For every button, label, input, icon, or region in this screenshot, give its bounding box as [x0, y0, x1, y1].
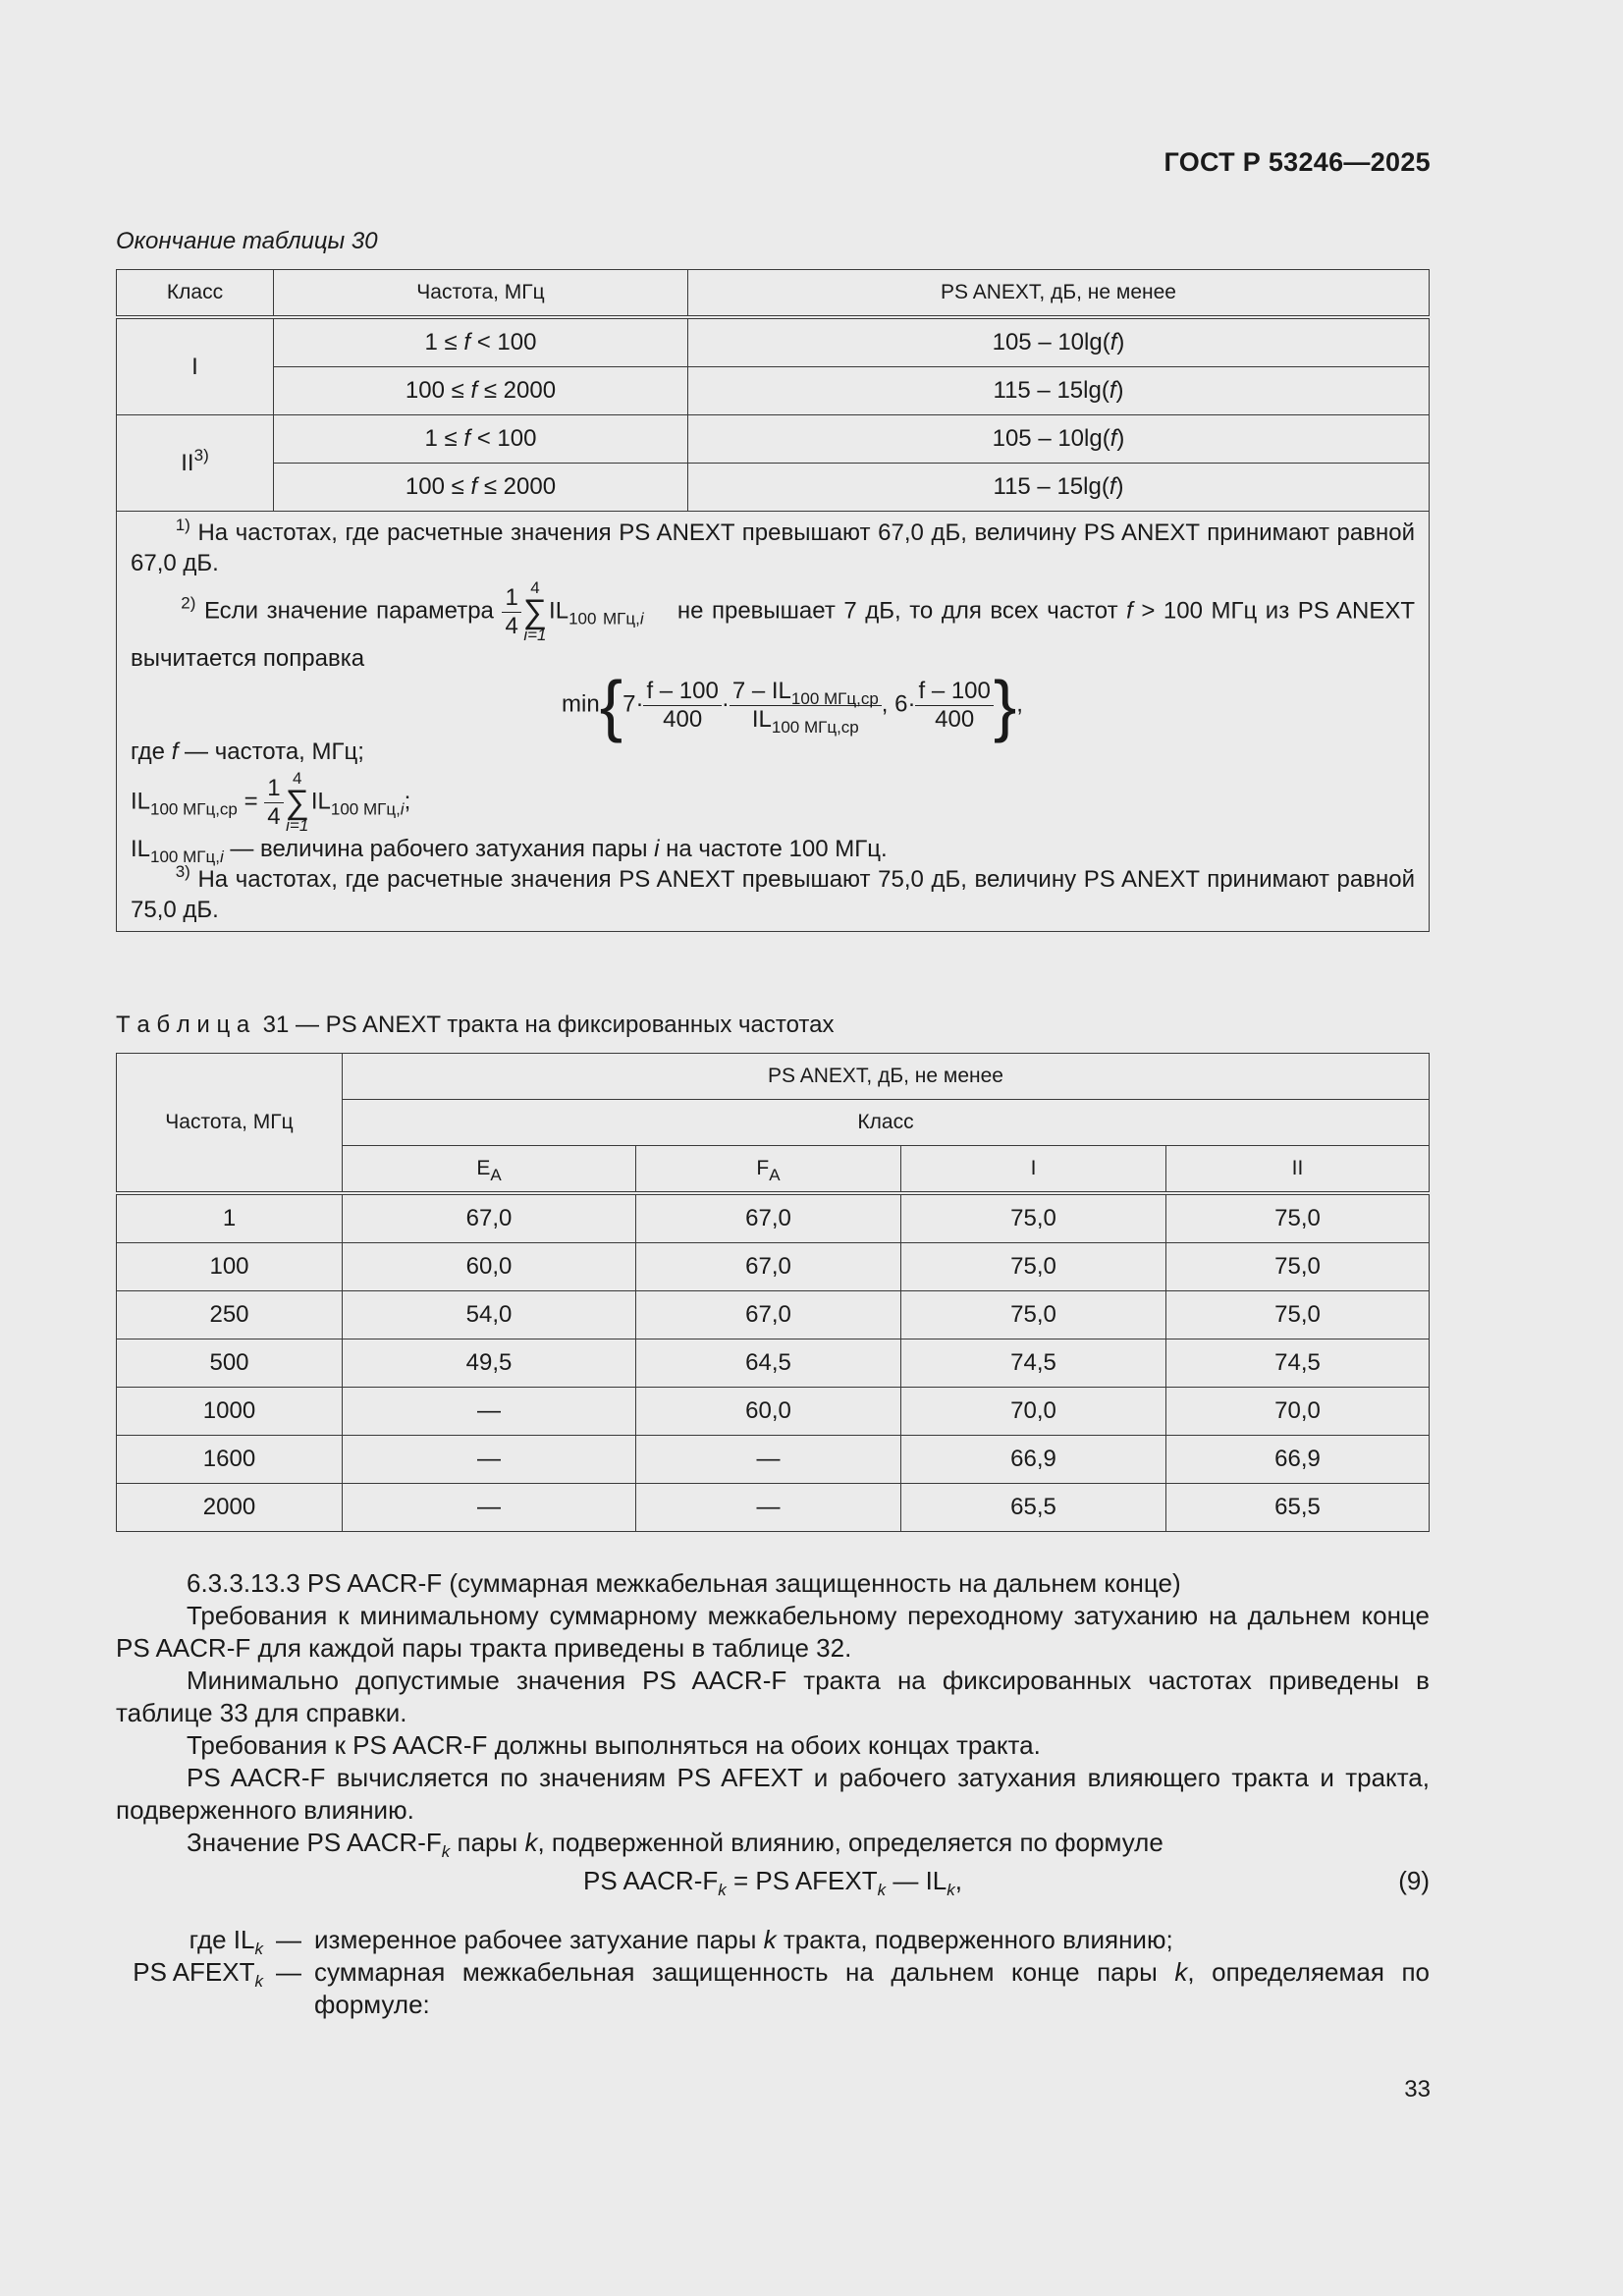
equation-9: [116, 1865, 1430, 1906]
table-row: [117, 1291, 1430, 1339]
definition-row: [116, 1956, 1430, 2021]
value-cell: —: [343, 1484, 636, 1532]
table-30-continuation-caption: Окончание таблицы 30: [116, 228, 378, 254]
equation-body: PS AACR-$F_k$ = PS $AFEXT_k$ — $IL_k$,: [582, 1866, 963, 1899]
value-cell: 75,0: [901, 1291, 1166, 1339]
table-row: [117, 1484, 1430, 1532]
fraction-f-100-second: $\frac{f - 100}{400}$: [915, 678, 993, 734]
value-cell: 60,0: [636, 1388, 901, 1436]
value-cell: 75,0: [901, 1193, 1166, 1243]
value-cell: 67,0: [636, 1291, 901, 1339]
equation-number: (9): [1398, 1866, 1430, 1895]
section-text: [116, 1567, 1430, 2021]
frequency-cell: 100 ≤ f ≤ 2000: [274, 367, 688, 415]
table-row: [117, 1339, 1430, 1388]
table-30: [116, 269, 1430, 932]
value-cell: 70,0: [1166, 1388, 1430, 1436]
table-31-header-row: [117, 1054, 1430, 1100]
col-header-ps-anext: PS ANEXT, дБ, не менее: [688, 270, 1430, 318]
class-ea-header: $E_A$: [343, 1146, 636, 1194]
class-ii-header: II: [1166, 1146, 1430, 1194]
value-cell: 49,5: [343, 1339, 636, 1388]
frequency-cell: 100: [117, 1243, 343, 1291]
class-cell: II$^{3)}$: [117, 415, 274, 512]
table-notes: [117, 512, 1430, 932]
definition-text: измеренное рабочее затухание пары k тракта, подверженного влиянию;: [314, 1925, 1173, 1954]
value-cell: 65,5: [901, 1484, 1166, 1532]
col-header-class: Класс: [343, 1100, 1430, 1146]
paragraph: Требования к минимальному суммарному межкабельному переходному затуханию на дальнем конце PS AACR-F для каждой пары тракта приведены в таблице 32.: [116, 1601, 1430, 1663]
table-row: [117, 1193, 1430, 1243]
frequency-cell: 1: [117, 1193, 343, 1243]
frequency-cell: 250: [117, 1291, 343, 1339]
table-row: [117, 1388, 1430, 1436]
value-cell: —: [636, 1484, 901, 1532]
table-30-header-row: [117, 270, 1430, 318]
value-cell: 74,5: [901, 1339, 1166, 1388]
definition-dash: —: [276, 1957, 301, 1987]
value-cell: 75,0: [901, 1243, 1166, 1291]
fraction-il-avg: $\frac{7 - IL_{100 МГц,ср}}{IL_{100 МГц,ср}}$: [730, 678, 882, 734]
frequency-cell: 1 ≤ f < 100: [274, 415, 688, 464]
class-i-header: I: [901, 1146, 1166, 1194]
frequency-cell: 500: [117, 1339, 343, 1388]
value-cell: 74,5: [1166, 1339, 1430, 1388]
value-cell: —: [636, 1436, 901, 1484]
value-cell: 67,0: [343, 1193, 636, 1243]
paragraph: Значение PS AACR-$F_k$ пары k, подверженной влиянию, определяется по формуле: [187, 1828, 1163, 1861]
value-cell: 105 – 10lg(f): [688, 415, 1430, 464]
paragraph-heading: 6.3.3.13.3 PS AACR-F (суммарная межкабельная защищенность на дальнем конце): [187, 1568, 1181, 1598]
value-cell: 60,0: [343, 1243, 636, 1291]
frequency-cell: 100 ≤ f ≤ 2000: [274, 464, 688, 512]
col-header-frequency: Частота, МГц: [117, 1054, 343, 1194]
value-cell: 54,0: [343, 1291, 636, 1339]
table-row: [117, 415, 1430, 464]
class-cell: I: [117, 317, 274, 415]
fraction-one-quarter: $\frac{1}{4}$: [502, 584, 520, 640]
paragraph: Минимально допустимые значения PS AACR-F тракта на фиксированных частотах приведены в таблице 33 для справки.: [116, 1666, 1430, 1727]
note-1: $^{1)}$ На частотах, где расчетные значения PS ANEXT превышают 67,0 дБ, величину PS ANEXT принимают равной 67,0 дБ.: [131, 516, 1415, 576]
frequency-cell: 1600: [117, 1436, 343, 1484]
table-row: [117, 317, 1430, 367]
definitions: [116, 1924, 1430, 2021]
value-cell: 64,5: [636, 1339, 901, 1388]
definition-dash: —: [276, 1925, 301, 1954]
note-3: $^{3)}$ На частотах, где расчетные значения PS ANEXT превышают 75,0 дБ, величину PS ANEXT принимают равной 75,0 дБ.: [131, 862, 1415, 923]
note-2: $^{2)}$ Если значение параметра $\frac{1}{4}$ 4 ∑ $i=1IL_{100 МГц,i}$ не превышает 7 дБ, то для всех частот f > 100 МГц из PS ANEXT вычитается поправка: [131, 578, 1416, 672]
value-cell: 105 – 10lg(f): [688, 317, 1430, 367]
value-cell: 65,5: [1166, 1484, 1430, 1532]
frequency-cell: 1 ≤ f < 100: [274, 317, 688, 367]
paragraph: PS AACR-F вычисляется по значениям PS AFEXT и рабочего затухания влияющего тракта и тракта, подверженного влиянию.: [116, 1763, 1430, 1825]
definition-row: [116, 1924, 1430, 1956]
page-number: 33: [1404, 2076, 1431, 2103]
document-code: ГОСТ Р 53246—2025: [1163, 147, 1431, 177]
definition-text: суммарная межкабельная защищенность на дальнем конце пары k, определяемая по формуле:: [314, 1957, 1430, 2019]
table-row: [117, 1436, 1430, 1484]
col-header-class: Класс: [117, 270, 274, 318]
table-row: [117, 464, 1430, 512]
table-31-body: [117, 1193, 1430, 1532]
value-cell: 75,0: [1166, 1291, 1430, 1339]
correction-formula: min{7· $\frac{f - 100}{400}$ · $\frac{7 - IL_{100 МГц,ср}}{IL_{100 МГц,ср}}$ , 6· $\frac{f - 100}{400}$ },: [562, 667, 1023, 743]
value-cell: 115 – 15lg(f): [688, 464, 1430, 512]
table-31: [116, 1053, 1430, 1532]
value-cell: 70,0: [901, 1388, 1166, 1436]
paragraph: Требования к PS AACR-F должны выполняться на обоих концах тракта.: [187, 1730, 1041, 1760]
frequency-cell: 1000: [117, 1388, 343, 1436]
class-fa-header: $F_A$: [636, 1146, 901, 1194]
frequency-cell: 2000: [117, 1484, 343, 1532]
value-cell: —: [343, 1388, 636, 1436]
value-cell: —: [343, 1436, 636, 1484]
value-cell: 67,0: [636, 1243, 901, 1291]
value-cell: 75,0: [1166, 1193, 1430, 1243]
table-30-notes-row: [117, 512, 1430, 932]
sum-symbol-b: 4 ∑ i=1: [285, 769, 309, 835]
table-31-caption: Т а б л и ц а 31 — PS ANEXT тракта на фиксированных частотах: [116, 1011, 835, 1038]
value-cell: 115 – 15lg(f): [688, 367, 1430, 415]
fraction-one-quarter-b: $\frac{1}{4}$: [264, 775, 283, 831]
table-row: [117, 367, 1430, 415]
value-cell: 66,9: [1166, 1436, 1430, 1484]
value-cell: 66,9: [901, 1436, 1166, 1484]
table-row: [117, 1243, 1430, 1291]
value-cell: 67,0: [636, 1193, 901, 1243]
il-i-definition: $IL_{100 МГц,i}$ — величина рабочего затухания пары i на частоте 100 МГц.: [131, 836, 888, 866]
sum-symbol: 4 ∑ i=1: [522, 578, 548, 644]
fraction-f-100: $\frac{f - 100}{400}$: [643, 678, 721, 734]
col-header-frequency: Частота, МГц: [274, 270, 688, 318]
definition-term: PS $AFEXT_k$: [133, 1957, 263, 1991]
il-average-definition: $IL_{100 МГц,ср}$ = $\frac{1}{4}$ 4 ∑ $i=1IL_{100 МГц,i}$;: [131, 769, 411, 835]
definition-term: где $IL_k$: [189, 1925, 263, 1958]
where-f: где f — частота, МГц;: [131, 738, 364, 765]
value-cell: 75,0: [1166, 1243, 1430, 1291]
col-header-ps-anext: PS ANEXT, дБ, не менее: [343, 1054, 1430, 1100]
